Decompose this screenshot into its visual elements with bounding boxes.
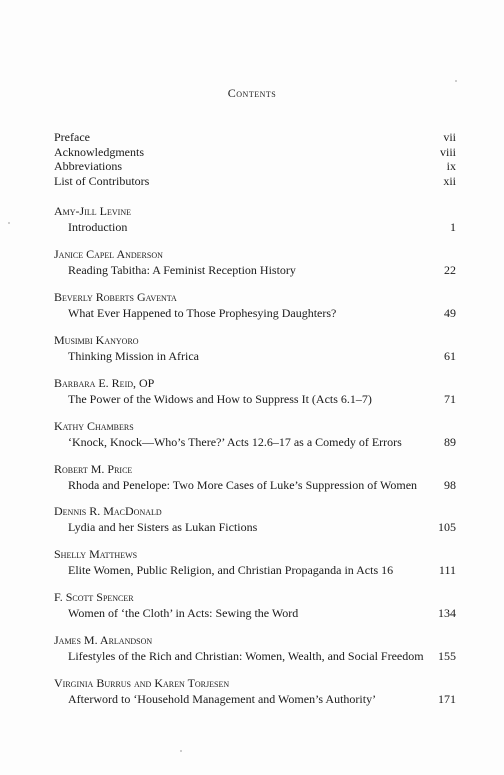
entry-page-number: 134	[438, 606, 456, 620]
entry-author: Beverly Roberts Gaventa	[54, 290, 177, 304]
toc-entry[interactable]	[54, 676, 456, 707]
entry-title: Afterword to ‘Household Management and Women’s Authority’	[68, 692, 377, 706]
entry-title: Lydia and her Sisters as Lukan Fictions	[68, 520, 258, 534]
front-matter-list	[54, 130, 456, 188]
front-matter-item[interactable]	[54, 159, 456, 174]
front-matter-page: vii	[443, 130, 456, 144]
front-matter-label: List of Contributors	[54, 173, 150, 188]
entry-title: Thinking Mission in Africa	[68, 349, 199, 363]
entry-title: Women of ‘the Cloth’ in Acts: Sewing the Word	[68, 606, 299, 620]
entry-author: Janice Capel Anderson	[54, 247, 163, 261]
front-matter-label: Acknowledgments	[54, 144, 144, 159]
paper-speck	[8, 222, 10, 224]
toc-entry[interactable]	[54, 462, 456, 493]
entry-title: ‘Knock, Knock—Who’s There?’ Acts 12.6–17 as a Comedy of Errors	[68, 435, 402, 449]
entry-page-number: 171	[438, 692, 456, 706]
entry-page-number: 71	[444, 392, 456, 406]
entry-title: Lifestyles of the Rich and Christian: Women, Wealth, and Social Freedom	[68, 649, 424, 663]
front-matter-item[interactable]	[54, 145, 456, 160]
front-matter-item[interactable]	[54, 130, 456, 145]
front-matter-page: ix	[446, 159, 456, 174]
entry-author: Dennis R. MacDonald	[54, 504, 162, 518]
toc-entry[interactable]	[54, 204, 456, 235]
toc-entry[interactable]	[54, 633, 456, 664]
page-title: Contents	[227, 86, 277, 100]
toc-entry[interactable]	[54, 547, 456, 578]
entry-title: Elite Women, Public Religion, and Christian Propaganda in Acts 16	[68, 563, 394, 577]
toc-entry[interactable]	[54, 333, 456, 364]
toc-entry[interactable]	[54, 419, 456, 450]
entry-page-number: 49	[444, 306, 456, 320]
entry-page-number: 61	[444, 349, 456, 363]
front-matter-label: Preface	[54, 130, 90, 144]
entry-author: F. Scott Spencer	[54, 590, 134, 604]
entry-author: James M. Arlandson	[54, 633, 153, 647]
entry-page-number: 155	[438, 649, 456, 663]
toc-entry[interactable]	[54, 590, 456, 621]
entry-page-number: 105	[438, 520, 456, 534]
entry-author: Robert M. Price	[54, 462, 133, 476]
front-matter-page: xii	[443, 173, 456, 188]
entry-author: Virginia Burrus and Karen Torjesen	[54, 676, 230, 690]
paper-speck	[455, 80, 457, 82]
paper-speck	[180, 750, 182, 752]
entry-author: Shelly Matthews	[54, 547, 138, 561]
toc-entry[interactable]	[54, 290, 456, 321]
entry-page-number: 22	[444, 263, 456, 277]
entry-title: What Ever Happened to Those Prophesying Daughters?	[68, 306, 337, 320]
entry-title: Rhoda and Penelope: Two More Cases of Luke’s Suppression of Women	[68, 478, 418, 492]
entry-page-number: 98	[444, 478, 456, 492]
entry-author: Kathy Chambers	[54, 419, 134, 433]
front-matter-label: Abbreviations	[54, 159, 122, 174]
entry-title: The Power of the Widows and How to Suppress It (Acts 6.1–7)	[68, 392, 372, 406]
entry-author: Amy-Jill Levine	[54, 204, 131, 218]
entry-title: Introduction	[68, 220, 128, 234]
entry-author: Barbara E. Reid, OP	[54, 376, 155, 390]
toc-entry[interactable]	[54, 504, 456, 535]
toc-entry[interactable]	[54, 247, 456, 278]
toc-entry[interactable]	[54, 376, 456, 407]
entry-title: Reading Tabitha: A Feminist Reception History	[68, 263, 296, 277]
front-matter-page: viii	[439, 144, 456, 159]
front-matter-item[interactable]	[54, 174, 456, 189]
entry-page-number: 89	[444, 435, 456, 449]
entry-author: Musimbi Kanyoro	[54, 333, 139, 347]
entry-page-number: 111	[438, 563, 456, 577]
entry-page-number: 1	[450, 220, 456, 234]
